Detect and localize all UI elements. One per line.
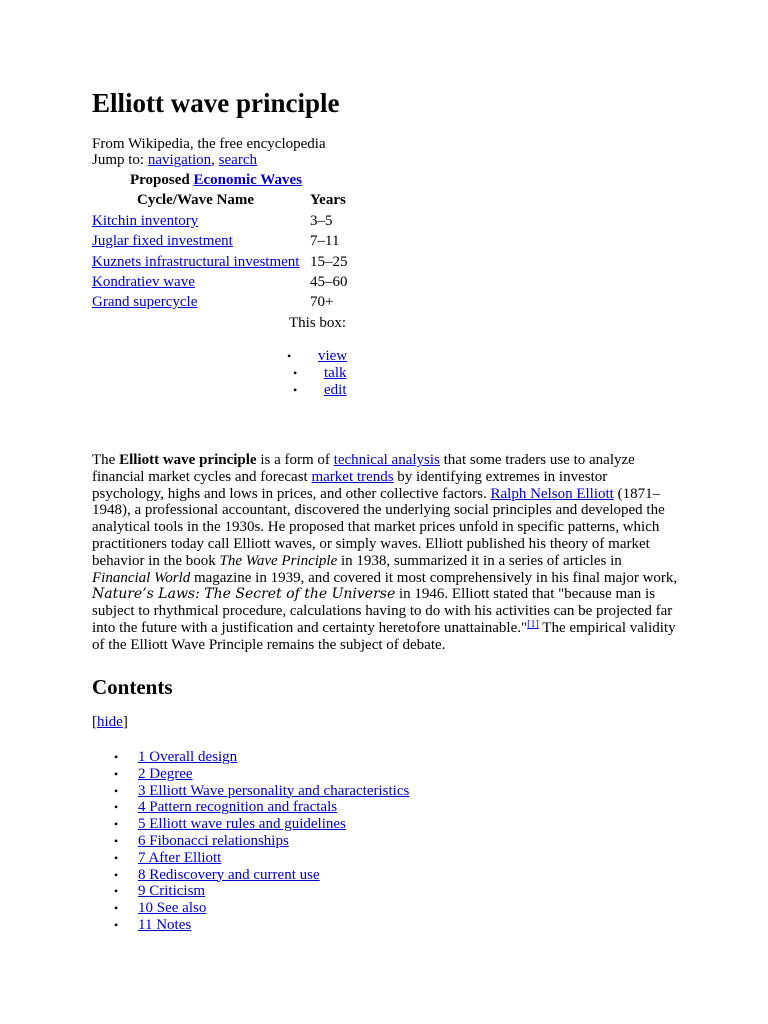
toc-link[interactable]: 5 Elliott wave rules and guidelines (138, 816, 346, 833)
hide-toc-link[interactable]: hide (97, 714, 123, 730)
toc-link[interactable]: 11 Notes (138, 916, 192, 933)
bullet: • (114, 800, 119, 815)
toc-link[interactable]: 2 Degree (138, 765, 193, 782)
bullet: • (114, 766, 119, 781)
toc-toggle (92, 714, 128, 731)
wave-years: 3–5 (310, 213, 333, 229)
toc-link[interactable]: 4 Pattern recognition and fractals (138, 799, 338, 816)
wave-name-link[interactable]: Kitchin inventory (92, 213, 199, 229)
list-item (287, 365, 347, 382)
bullet: • (114, 850, 119, 865)
intro-text: in 1946. Elliott stated that "because man is subject to rhythmical procedure, calculations having to do with his activities can be projected far into the future with a justification and certainty heretofore unattainable." (92, 586, 673, 636)
jump-separator: , (211, 152, 219, 168)
bullet: • (114, 867, 119, 882)
jump-to-label: Jump to: (92, 152, 148, 168)
bullet: • (114, 750, 119, 764)
list-item (287, 348, 347, 365)
book-title: Nature’s Laws: The Secret of the Universe (92, 586, 396, 603)
toc-link[interactable]: 9 Criticism (138, 883, 206, 900)
bullet: • (114, 901, 119, 916)
bullet: • (114, 833, 119, 848)
view-link[interactable]: view (318, 348, 348, 364)
toc-item (114, 833, 409, 850)
infobox-caption-prefix: Proposed (130, 172, 194, 188)
box-links-list (287, 348, 347, 399)
intro-text: is a form of (256, 452, 334, 468)
book-title: The Wave Principle (219, 552, 338, 569)
economic-waves-link[interactable]: Economic Waves (193, 172, 302, 188)
market-trends-link[interactable]: market trends (311, 468, 394, 485)
column-header-years: Years (310, 192, 346, 208)
infobox-caption (130, 172, 302, 189)
toc-item (114, 883, 409, 900)
jump-search-link[interactable]: search (218, 152, 257, 168)
edit-link[interactable]: edit (324, 382, 347, 398)
wave-years: 70+ (310, 294, 334, 310)
this-box-label: This box: (289, 315, 347, 331)
toc-link[interactable]: 8 Rediscovery and current use (138, 866, 320, 883)
toc-link[interactable]: 3 Elliott Wave personality and characteristics (138, 782, 410, 799)
table-of-contents (114, 749, 409, 934)
intro-text: that some traders use to analyze financial market cycles and forecast (92, 452, 635, 485)
wave-name-link[interactable]: Grand supercycle (92, 294, 198, 310)
intro-text: The empirical validity of the Elliott Wave Principle remains the subject of debate. (92, 619, 676, 653)
bullet: • (114, 884, 119, 899)
talk-link[interactable]: talk (324, 365, 347, 381)
technical-analysis-link[interactable]: technical analysis (333, 452, 440, 468)
wave-name-link[interactable]: Juglar fixed investment (92, 233, 233, 249)
bullet: • (114, 917, 119, 932)
bracket: [ (92, 714, 97, 730)
toc-item (114, 867, 409, 884)
intro-paragraph (92, 452, 682, 654)
contents-heading: Contents (92, 675, 173, 699)
wave-name-link[interactable]: Kuznets infrastructural investment (92, 254, 300, 270)
toc-item (114, 816, 409, 833)
jump-navigation-link[interactable]: navigation (147, 152, 212, 168)
intro-text: The (92, 452, 120, 468)
jump-to-line (92, 152, 257, 169)
wave-years: 45–60 (310, 274, 348, 290)
bullet: • (287, 349, 292, 363)
column-header-name: Cycle/Wave Name (137, 192, 255, 208)
toc-link[interactable]: 6 Fibonacci relationships (138, 832, 289, 849)
wave-years: 7–11 (310, 233, 340, 249)
intro-text: magazine in 1939, and covered it most comprehensively in his final major work, (190, 569, 678, 586)
toc-link[interactable]: 10 See also (138, 900, 207, 917)
page-title: Elliott wave principle (92, 88, 340, 118)
toc-item (114, 749, 409, 766)
bullet: • (293, 366, 298, 380)
reference-link[interactable]: [1] (527, 618, 539, 630)
toc-item (114, 766, 409, 783)
toc-item (114, 799, 409, 816)
intro-bold-term: Elliott wave principle (119, 452, 257, 468)
bullet: • (114, 783, 119, 798)
intro-text: in 1938, summarized it in a series of articles in (337, 552, 622, 569)
wave-name-link[interactable]: Kondratiev wave (92, 274, 195, 290)
bracket: ] (122, 714, 128, 730)
bullet: • (293, 383, 298, 397)
toc-link[interactable]: 7 After Elliott (138, 849, 222, 866)
toc-item (114, 900, 409, 917)
toc-item (114, 917, 409, 934)
intro-text: by identifying extremes in investor psychology, highs and lows in prices, and other collective factors. (92, 468, 608, 502)
toc-link[interactable]: 1 Overall design (138, 749, 238, 765)
toc-item (114, 850, 409, 867)
from-wikipedia-line: From Wikipedia, the free encyclopedia (92, 136, 326, 152)
ralph-nelson-elliott-link[interactable]: Ralph Nelson Elliott (490, 485, 614, 502)
wave-years: 15–25 (310, 254, 348, 270)
magazine-title: Financial World (92, 569, 191, 586)
bullet: • (114, 817, 119, 832)
intro-text: (1871–1948), a professional accountant, discovered the underlying social principles and developed the analytical tools in the 1930s. He proposed that market prices unfold in specific patterns, which practitioners today call Elliott waves, or simply waves. Elliott published his theory of market behavior in the book (92, 485, 665, 569)
list-item (287, 382, 347, 399)
toc-item (114, 783, 409, 800)
